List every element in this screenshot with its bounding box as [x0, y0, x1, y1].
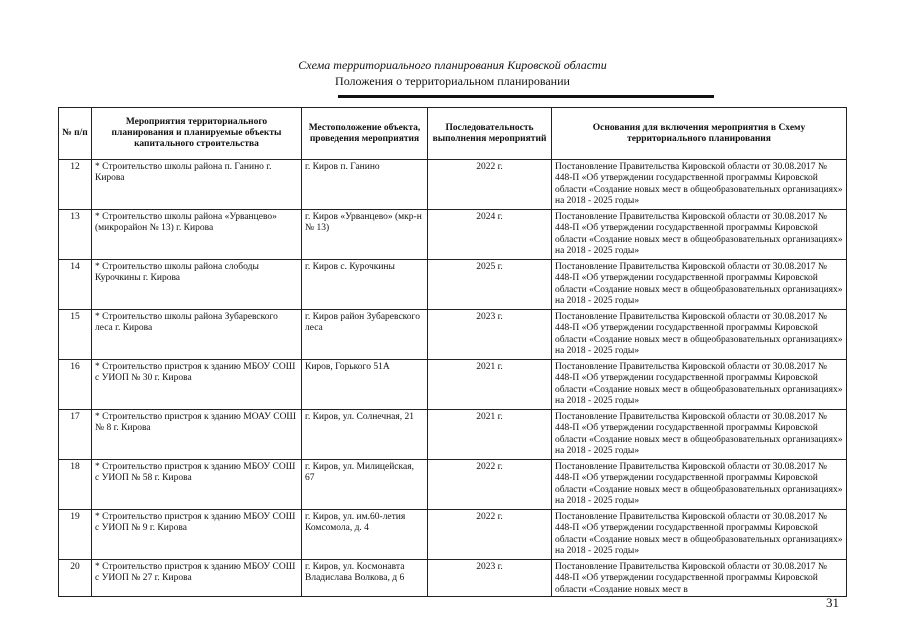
table-row — [59, 560, 847, 597]
row-num: 13 — [59, 210, 92, 260]
row-event: * Строительство пристроя к зданию МБОУ СОШ с УИОП № 27 г. Кирова — [92, 560, 302, 597]
row-num: 20 — [59, 560, 92, 597]
table-row — [59, 210, 847, 260]
column-header-num: № п/п — [59, 108, 92, 160]
document-title: Схема территориального планирования Кировской области — [298, 58, 607, 72]
row-year: 2023 г. — [428, 560, 552, 597]
row-year: 2022 г. — [428, 460, 552, 510]
row-location: г. Киров с. Курочкины — [302, 260, 428, 310]
page-number: 31 — [826, 595, 839, 610]
row-year: 2025 г. — [428, 260, 552, 310]
row-event: * Строительство школы района п. Ганино г. Кирова — [92, 160, 302, 210]
row-event: * Строительство школы района Зубаревского леса г. Кирова — [92, 310, 302, 360]
row-basis: Постановление Правительства Кировской области от 30.08.2017 № 448-П «Об утверждении государственной программы Кировской области «Создание новых мест в общеобразовательных организациях» на 2018 - 2025 годы» — [552, 210, 847, 260]
table-row — [59, 460, 847, 510]
row-num: 18 — [59, 460, 92, 510]
row-location: г. Киров район Зубаревского леса — [302, 310, 428, 360]
row-event: * Строительство школы района «Урванцево» (микрорайон № 13) г. Кирова — [92, 210, 302, 260]
row-basis: Постановление Правительства Кировской области от 30.08.2017 № 448-П «Об утверждении государственной программы Кировской области «Создание новых мест в общеобразовательных организациях» на 2018 - 2025 годы» — [552, 460, 847, 510]
row-location: Киров, Горького 51А — [302, 360, 428, 410]
row-event: * Строительство пристроя к зданию МОАУ СОШ № 8 г. Кирова — [92, 410, 302, 460]
column-header-location: Местоположение объекта, проведения мероприятия — [302, 108, 428, 160]
row-location: г. Киров, ул. Солнечная, 21 — [302, 410, 428, 460]
row-basis: Постановление Правительства Кировской области от 30.08.2017 № 448-П «Об утверждении государственной программы Кировской области «Создание новых мест в общеобразовательных организациях» на 2018 - 2025 годы» — [552, 260, 847, 310]
row-event: * Строительство школы района слободы Курочкины г. Кирова — [92, 260, 302, 310]
table-row — [59, 410, 847, 460]
row-event: * Строительство пристроя к зданию МБОУ СОШ с УИОП № 58 г. Кирова — [92, 460, 302, 510]
row-year: 2022 г. — [428, 160, 552, 210]
document-subtitle: Положения о территориальном планировании — [335, 74, 570, 88]
table-row — [59, 160, 847, 210]
document-header — [0, 58, 905, 89]
row-num: 16 — [59, 360, 92, 410]
table-row — [59, 360, 847, 410]
row-location: г. Киров, ул. Космонавта Владислава Волкова, д 6 — [302, 560, 428, 597]
row-year: 2022 г. — [428, 510, 552, 560]
table-row — [59, 260, 847, 310]
column-header-basis: Основания для включения мероприятия в Схему территориального планирования — [552, 108, 847, 160]
row-event: * Строительство пристроя к зданию МБОУ СОШ с УИОП № 9 г. Кирова — [92, 510, 302, 560]
row-num: 17 — [59, 410, 92, 460]
table-header-row — [59, 108, 847, 160]
header-rule — [338, 95, 714, 98]
row-num: 14 — [59, 260, 92, 310]
row-num: 19 — [59, 510, 92, 560]
row-num: 12 — [59, 160, 92, 210]
row-event: * Строительство пристроя к зданию МБОУ СОШ с УИОП № 30 г. Кирова — [92, 360, 302, 410]
row-basis: Постановление Правительства Кировской области от 30.08.2017 № 448-П «Об утверждении государственной программы Кировской области «Создание новых мест в — [552, 560, 847, 597]
table-row — [59, 510, 847, 560]
table-row — [59, 310, 847, 360]
row-year: 2024 г. — [428, 210, 552, 260]
row-basis: Постановление Правительства Кировской области от 30.08.2017 № 448-П «Об утверждении государственной программы Кировской области «Создание новых мест в общеобразовательных организациях» на 2018 - 2025 годы» — [552, 310, 847, 360]
row-year: 2021 г. — [428, 410, 552, 460]
row-num: 15 — [59, 310, 92, 360]
row-location: г. Киров п. Ганино — [302, 160, 428, 210]
row-location: г. Киров «Урванцево» (мкр-н № 13) — [302, 210, 428, 260]
column-header-event: Мероприятия территориального планирования и планируемые объекты капитального строительства — [92, 108, 302, 160]
row-year: 2023 г. — [428, 310, 552, 360]
row-location: г. Киров, ул. им.60-летия Комсомола, д. 4 — [302, 510, 428, 560]
row-basis: Постановление Правительства Кировской области от 30.08.2017 № 448-П «Об утверждении государственной программы Кировской области «Создание новых мест в общеобразовательных организациях» на 2018 - 2025 годы» — [552, 410, 847, 460]
planning-table — [58, 107, 847, 597]
row-basis: Постановление Правительства Кировской области от 30.08.2017 № 448-П «Об утверждении государственной программы Кировской области «Создание новых мест в общеобразовательных организациях» на 2018 - 2025 годы» — [552, 160, 847, 210]
row-basis: Постановление Правительства Кировской области от 30.08.2017 № 448-П «Об утверждении государственной программы Кировской области «Создание новых мест в общеобразовательных организациях» на 2018 - 2025 годы» — [552, 360, 847, 410]
row-basis: Постановление Правительства Кировской области от 30.08.2017 № 448-П «Об утверждении государственной программы Кировской области «Создание новых мест в общеобразовательных организациях» на 2018 - 2025 годы» — [552, 510, 847, 560]
row-year: 2021 г. — [428, 360, 552, 410]
row-location: г. Киров, ул. Милицейская, 67 — [302, 460, 428, 510]
column-header-sequence: Последовательность выполнения мероприятий — [428, 108, 552, 160]
